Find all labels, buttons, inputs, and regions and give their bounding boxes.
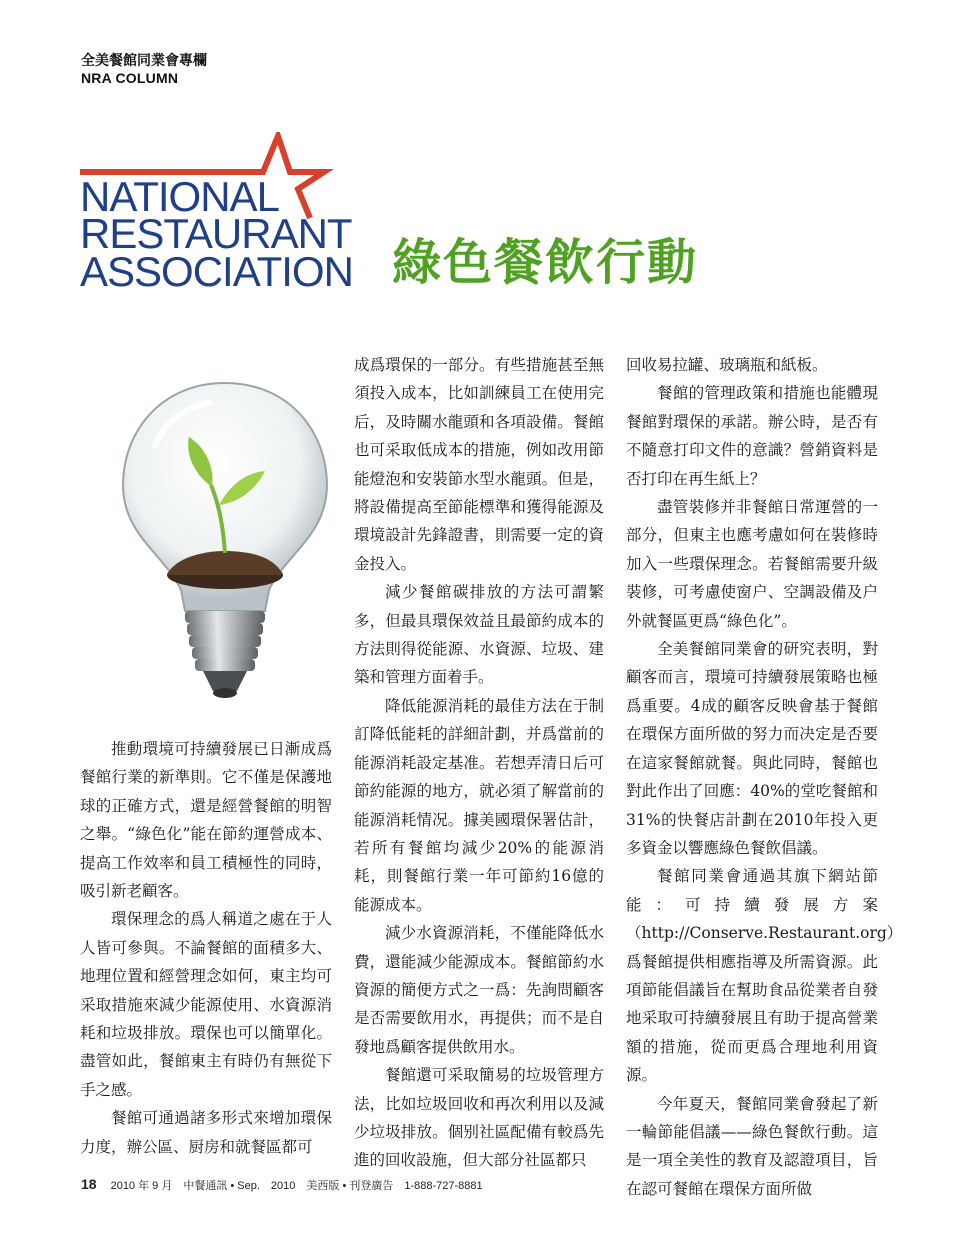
paragraph: 全美餐館同業會的研究表明，對顧客而言，環境可持續發展策略也極爲重要。4成的顧客反映會基于餐館在環保方面所做的努力而决定是否要在這家餐館就餐。與此同時，餐館也對此作出了回應：40%的堂吃餐館和31%的快餐店計劃在2010年投入更多資金以響應綠色餐飲倡議。: [626, 640, 878, 857]
paragraph: 推動環境可持續發展已日漸成爲餐館行業的新準則。它不僅是保護地球的正確方式，還是經營餐館的明智之舉。“綠色化”能在節約運營成本、提高工作效率和員工積極性的同時，吸引新老顧客。: [80, 740, 332, 901]
column-header: [81, 51, 207, 87]
paragraph: 減少水資源消耗，不僅能降低水費，還能減少能源成本。餐館節約水資源的簡便方式之一爲：先詢問顧客是否需要飲用水，再提供；而不是自發地爲顧客提供飲用水。: [354, 924, 604, 1056]
footer-info: 2010 年 9 月 中餐通訊 • Sep. 2010 美西版 • 刊登廣告 1-888-727-8881: [110, 1180, 483, 1192]
column-header-cn: 全美餐館同業會專欄: [81, 52, 207, 68]
paragraph: 環保理念的爲人稱道之處在于人人皆可參與。不論餐館的面積多大、地理位置和經營理念如何，東主均可采取措施來減少能源使用、水資源消耗和垃圾排放。環保也可以簡單化。盡管如此，餐館東主有時仍有無從下手之感。: [80, 910, 332, 1099]
paragraph: 餐館還可采取簡易的垃圾管理方法，比如垃圾回收和再次利用以及減少垃圾排放。個别社區配備有較爲先進的回收設施，但大部分社區都只: [354, 1066, 604, 1170]
page-number: 18: [81, 1176, 97, 1192]
article-column-1: [80, 735, 332, 1161]
paragraph: 減少餐館碳排放的方法可謂繁多，但最具環保效益且最節約成本的方法則得從能源、水資源、垃圾、建築和管理方面着手。: [354, 583, 604, 687]
page-footer: [81, 1176, 483, 1193]
logo-line-restaurant: RESTAURANT: [80, 210, 352, 257]
paragraph: 盡管裝修并非餐館日常運營的一部分，但東主也應考慮如何在裝修時加入一些環保理念。若餐館需要升級裝修，可考慮使窗户、空調設備及户外就餐區更爲“綠色化”。: [626, 498, 878, 630]
paragraph: 降低能源消耗的最佳方法在于制訂降低能耗的詳細計劃，并爲當前的能源消耗設定基准。若想弄清日后可節約能源的地方，就必須了解當前的能源消耗情况。據美國環保署估計，若所有餐館均減少20%的能源消耗，則餐館行業一年可節約16億的能源成本。: [354, 696, 604, 914]
article-column-2: [354, 351, 604, 1175]
lightbulb-sprout-icon: [115, 375, 335, 705]
article-title: 綠色餐飲行動: [392, 234, 699, 291]
paragraph: 餐館同業會通過其旗下網站節能：可持續發展方案（http://Conserve.Restaurant.org）爲餐館提供相應指導及所需資源。此項節能倡議旨在幫助食品從業者自發地采取可持續發展且有助于提高營業額的措施，從而更爲合理地利用資源。: [626, 867, 903, 1085]
paragraph: 餐館可通過諸多形式來增加環保力度，辦公區、厨房和就餐區都可: [80, 1109, 332, 1156]
nra-logo: [78, 132, 353, 295]
paragraph: 今年夏天，餐館同業會發起了新一輪節能倡議——綠色餐飲行動。這是一項全美性的教育及認證項目，旨在認可餐館在環保方面所做: [626, 1094, 878, 1198]
article-column-3: [626, 351, 903, 1203]
paragraph: 成爲環保的一部分。有些措施甚至無須投入成本，比如訓練員工在使用完后，及時關水龍頭和各項設備。餐館也可采取低成本的措施，例如改用節能燈泡和安裝節水型水龍頭。但是，將設備提高至節能標準和獲得能源及環境設計先鋒證書，則需要一定的資金投入。: [354, 356, 604, 573]
paragraph: 餐館的管理政策和措施也能體現餐館對環保的承諾。辦公時，是否有不隨意打印文件的意識？營銷資料是否打印在再生紙上？: [626, 384, 878, 488]
logo-line-association: ASSOCIATION: [80, 248, 353, 295]
logo-line-national: NATIONAL: [80, 173, 279, 220]
paragraph: 回收易拉罐、玻璃瓶和紙板。: [626, 356, 828, 374]
column-header-en: NRA COLUMN: [81, 70, 179, 86]
